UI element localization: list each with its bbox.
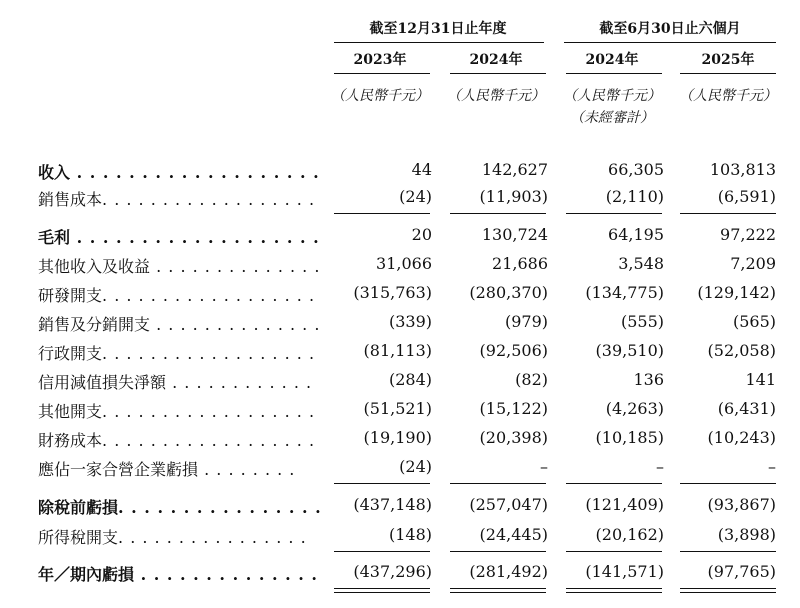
row-value: 136 [633, 370, 664, 389]
row-value: – [540, 457, 548, 476]
row-value: (52,058) [707, 341, 776, 360]
dot-leader: . . . . . . . . [198, 460, 296, 479]
row-label [38, 187, 315, 210]
row-label [38, 283, 315, 306]
row-label-text: 銷售及分銷開支 [38, 315, 151, 334]
row-label [38, 525, 307, 548]
total-double-rule [450, 592, 546, 593]
row-value: 64,195 [608, 225, 664, 244]
subtotal-rule [566, 483, 662, 484]
row-label [38, 495, 322, 518]
row-label [38, 341, 315, 364]
row-value: (3,898) [717, 525, 776, 544]
row-value: (284) [388, 370, 432, 389]
subtotal-rule [450, 551, 546, 552]
row-label-text: 其他開支 [38, 402, 103, 421]
row-value: – [656, 457, 664, 476]
row-value: (82) [515, 370, 548, 389]
row-value: (15,122) [479, 399, 548, 418]
row-label-text: 除稅前虧損 [38, 498, 119, 517]
row-label-text: 收入 [38, 163, 71, 182]
subtotal-rule [566, 213, 662, 214]
row-value: (280,370) [469, 283, 548, 302]
dot-leader: . . . . . . . . . . . . . . . . [118, 498, 322, 517]
subtotal-rule [566, 551, 662, 552]
row-value: (437,296) [353, 562, 432, 581]
row-label-text: 其他收入及收益 [38, 257, 151, 276]
row-value: (979) [504, 312, 548, 331]
dot-leader: . . . . . . . . . . . . . . . . . . [102, 344, 316, 363]
row-value: 44 [411, 160, 432, 179]
year-rule-1 [334, 73, 430, 74]
row-value: (6,431) [717, 399, 776, 418]
row-label [38, 562, 318, 585]
row-value: (92,506) [479, 341, 548, 360]
year-header-1: 2023年 [353, 52, 407, 68]
row-label-text: 所得稅開支 [38, 528, 119, 547]
row-value: (93,867) [707, 495, 776, 514]
unit-header-2: （人民幣千元） [447, 88, 545, 104]
row-value: (19,190) [363, 428, 432, 447]
row-label [38, 160, 320, 183]
row-label [38, 312, 320, 335]
year-rule-4 [680, 73, 776, 74]
subtotal-rule [450, 213, 546, 214]
row-value: (11,903) [479, 187, 548, 206]
subtotal-rule [334, 483, 430, 484]
dot-leader: . . . . . . . . . . . . . . [150, 257, 321, 276]
dot-leader: . . . . . . . . . . . . . . . . . . . [70, 228, 320, 247]
header-six-months: 截至6月30日止六個月 [599, 21, 741, 37]
dot-leader: . . . . . . . . . . . . . . . . . . [102, 431, 316, 450]
row-value: 141 [745, 370, 776, 389]
row-label-text: 財務成本 [38, 431, 103, 450]
row-value: (257,047) [469, 495, 548, 514]
row-value: 31,066 [376, 254, 432, 273]
unit-header-4: （人民幣千元） [679, 88, 777, 104]
total-double-rule [334, 588, 430, 589]
row-value: (281,492) [469, 562, 548, 581]
row-label [38, 399, 315, 422]
row-value: (339) [388, 312, 432, 331]
year-header-2: 2024年 [469, 52, 523, 68]
row-value: 130,724 [481, 225, 548, 244]
row-value: (24) [399, 187, 432, 206]
row-label-text: 毛利 [38, 228, 71, 247]
row-label [38, 457, 295, 480]
unit-header-3: （人民幣千元） [563, 88, 661, 104]
row-value: (97,765) [707, 562, 776, 581]
row-value: 21,686 [492, 254, 548, 273]
row-value: 97,222 [720, 225, 776, 244]
subtotal-rule [334, 551, 430, 552]
year-rule-3 [566, 73, 662, 74]
year-header-4: 2025年 [701, 52, 755, 68]
total-double-rule [566, 588, 662, 589]
row-value: 66,305 [608, 160, 664, 179]
dot-leader: . . . . . . . . . . . . [166, 373, 313, 392]
header-six-months-rule [564, 42, 776, 43]
row-value: (555) [620, 312, 664, 331]
row-value: (51,521) [363, 399, 432, 418]
total-double-rule [566, 592, 662, 593]
header-year-end: 截至12月31日止年度 [369, 21, 507, 37]
total-double-rule [450, 588, 546, 589]
subtotal-rule [680, 551, 776, 552]
subtotal-rule [450, 483, 546, 484]
row-value: (6,591) [717, 187, 776, 206]
row-label-text: 應佔一家合營企業虧損 [38, 460, 199, 479]
row-value: (2,110) [605, 187, 664, 206]
row-value: (39,510) [595, 341, 664, 360]
row-value: (148) [388, 525, 432, 544]
row-value: 7,209 [730, 254, 776, 273]
dot-leader: . . . . . . . . . . . . . . . . . . [102, 402, 316, 421]
row-label-text: 信用減值損失淨額 [38, 373, 167, 392]
row-label [38, 225, 320, 248]
row-value: (134,775) [585, 283, 664, 302]
row-value: (141,571) [585, 562, 664, 581]
year-header-3: 2024年 [585, 52, 639, 68]
row-value: 3,548 [618, 254, 664, 273]
year-rule-2 [450, 73, 546, 74]
dot-leader: . . . . . . . . . . . . . . . . . . [102, 286, 316, 305]
row-value: (24,445) [479, 525, 548, 544]
row-label [38, 428, 315, 451]
row-value: (81,113) [363, 341, 432, 360]
row-value: 142,627 [481, 160, 548, 179]
row-value: (565) [732, 312, 776, 331]
subtotal-rule [680, 483, 776, 484]
row-value: – [768, 457, 776, 476]
row-label-text: 行政開支 [38, 344, 103, 363]
dot-leader: . . . . . . . . . . . . . . [134, 565, 318, 584]
row-value: (129,142) [697, 283, 776, 302]
row-value: (4,263) [605, 399, 664, 418]
subtotal-rule [334, 213, 430, 214]
row-label [38, 370, 312, 393]
dot-leader: . . . . . . . . . . . . . . . . [118, 528, 307, 547]
row-value: (437,148) [353, 495, 432, 514]
row-value: (121,409) [585, 495, 664, 514]
row-label-text: 年／期內虧損 [38, 565, 135, 584]
row-value: (10,185) [595, 428, 664, 447]
header-year-end-rule [334, 42, 544, 43]
row-label-text: 銷售成本 [38, 190, 103, 209]
subtotal-rule [680, 213, 776, 214]
row-value: (10,243) [707, 428, 776, 447]
row-label-text: 研發開支 [38, 286, 103, 305]
total-double-rule [680, 588, 776, 589]
dot-leader: . . . . . . . . . . . . . . . . . . . [70, 163, 320, 182]
row-value: (315,763) [353, 283, 432, 302]
row-label [38, 254, 320, 277]
row-value: 20 [411, 225, 432, 244]
row-value: (24) [399, 457, 432, 476]
unit-header-1: （人民幣千元） [331, 88, 429, 104]
unaudited-note: （未經審計） [570, 110, 654, 126]
row-value: (20,162) [595, 525, 664, 544]
total-double-rule [334, 592, 430, 593]
row-value: (20,398) [479, 428, 548, 447]
total-double-rule [680, 592, 776, 593]
dot-leader: . . . . . . . . . . . . . . [150, 315, 321, 334]
dot-leader: . . . . . . . . . . . . . . . . . . [102, 190, 316, 209]
row-value: 103,813 [709, 160, 776, 179]
